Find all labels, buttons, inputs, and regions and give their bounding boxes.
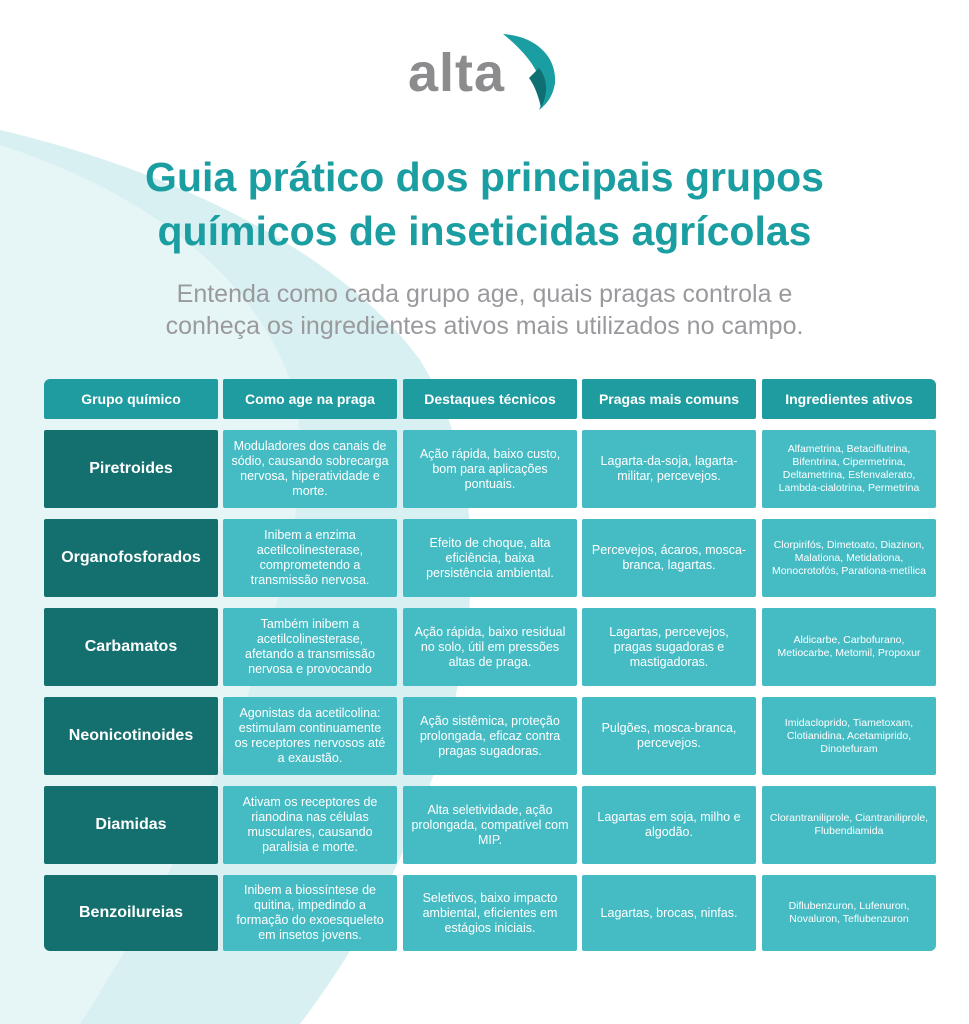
row-group-carbamatos: Carbamatos bbox=[44, 608, 218, 686]
header-destaques: Destaques técnicos bbox=[403, 379, 577, 419]
cell-pests: Lagarta-da-soja, lagarta-militar, percevejos. bbox=[582, 430, 756, 508]
cell-ingredients: Aldicarbe, Carbofurano, Metiocarbe, Metomil, Propoxur bbox=[762, 608, 936, 686]
subtitle-line-1: Entenda como cada grupo age, quais pragas controla e bbox=[176, 280, 793, 308]
cell-pests: Lagartas, percevejos, pragas sugadoras e mastigadoras. bbox=[582, 608, 756, 686]
brand-logo bbox=[400, 28, 575, 113]
page-subtitle bbox=[0, 278, 969, 342]
row-group-benzoilureias: Benzoilureias bbox=[44, 875, 218, 951]
brand-name: alta bbox=[408, 43, 506, 103]
cell-pests: Lagartas, brocas, ninfas. bbox=[582, 875, 756, 951]
cell-highlights: Ação sistêmica, proteção prolongada, eficaz contra pragas sugadoras. bbox=[403, 697, 577, 775]
cell-action: Inibem a enzima acetilcolinesterase, comprometendo a transmissão nervosa. bbox=[223, 519, 397, 597]
cell-highlights: Alta seletividade, ação prolongada, compatível com MIP. bbox=[403, 786, 577, 864]
cell-highlights: Seletivos, baixo impacto ambiental, eficientes em estágios iniciais. bbox=[403, 875, 577, 951]
subtitle-line-2: conheça os ingredientes ativos mais utilizados no campo. bbox=[165, 312, 804, 340]
cell-highlights: Ação rápida, baixo residual no solo, útil em pressões altas de praga. bbox=[403, 608, 577, 686]
sail-icon bbox=[495, 28, 565, 113]
cell-highlights: Ação rápida, baixo custo, bom para aplicações pontuais. bbox=[403, 430, 577, 508]
cell-action: Inibem a biossíntese de quitina, impedindo a formação do exoesqueleto em insetos jovens. bbox=[223, 875, 397, 951]
cell-pests: Lagartas em soja, milho e algodão. bbox=[582, 786, 756, 864]
row-group-organofosforados: Organofosforados bbox=[44, 519, 218, 597]
page-title bbox=[0, 150, 969, 258]
cell-pests: Percevejos, ácaros, mosca-branca, lagartas. bbox=[582, 519, 756, 597]
title-line-1: Guia prático dos principais grupos bbox=[145, 154, 824, 200]
cell-action: Moduladores dos canais de sódio, causando sobrecarga nervosa, hiperatividade e morte. bbox=[223, 430, 397, 508]
cell-action: Também inibem a acetilcolinesterase, afetando a transmissão nervosa e provocando bbox=[223, 608, 397, 686]
cell-ingredients: Clorantraniliprole, Ciantraniliprole, Flubendiamida bbox=[762, 786, 936, 864]
cell-ingredients: Diflubenzuron, Lufenuron, Novaluron, Teflubenzuron bbox=[762, 875, 936, 951]
header-como-age: Como age na praga bbox=[223, 379, 397, 419]
row-group-neonicotinoides: Neonicotinoides bbox=[44, 697, 218, 775]
cell-action: Ativam os receptores de rianodina nas células musculares, causando paralisia e morte. bbox=[223, 786, 397, 864]
header-ingredientes: Ingredientes ativos bbox=[762, 379, 936, 419]
cell-ingredients: Clorpirifós, Dimetoato, Diazinon, Malationa, Metidationa, Monocrotofós, Parationa-metílica bbox=[762, 519, 936, 597]
row-group-piretroides: Piretroides bbox=[44, 430, 218, 508]
cell-ingredients: Alfametrina, Betaciflutrina, Bifentrina, Cipermetrina, Deltametrina, Esfenvalerato, Lambda-cialotrina, Permetrina bbox=[762, 430, 936, 508]
header-grupo-quimico: Grupo químico bbox=[44, 379, 218, 419]
header-pragas: Pragas mais comuns bbox=[582, 379, 756, 419]
row-group-diamidas: Diamidas bbox=[44, 786, 218, 864]
cell-action: Agonistas da acetilcolina: estimulam continuamente os receptores nervosos até a exaustão. bbox=[223, 697, 397, 775]
cell-ingredients: Imidacloprido, Tiametoxam, Clotianidina, Acetamiprido, Dinotefuram bbox=[762, 697, 936, 775]
cell-highlights: Efeito de choque, alta eficiência, baixa persistência ambiental. bbox=[403, 519, 577, 597]
title-line-2: químicos de inseticidas agrícolas bbox=[157, 208, 812, 254]
cell-pests: Pulgões, mosca-branca, percevejos. bbox=[582, 697, 756, 775]
